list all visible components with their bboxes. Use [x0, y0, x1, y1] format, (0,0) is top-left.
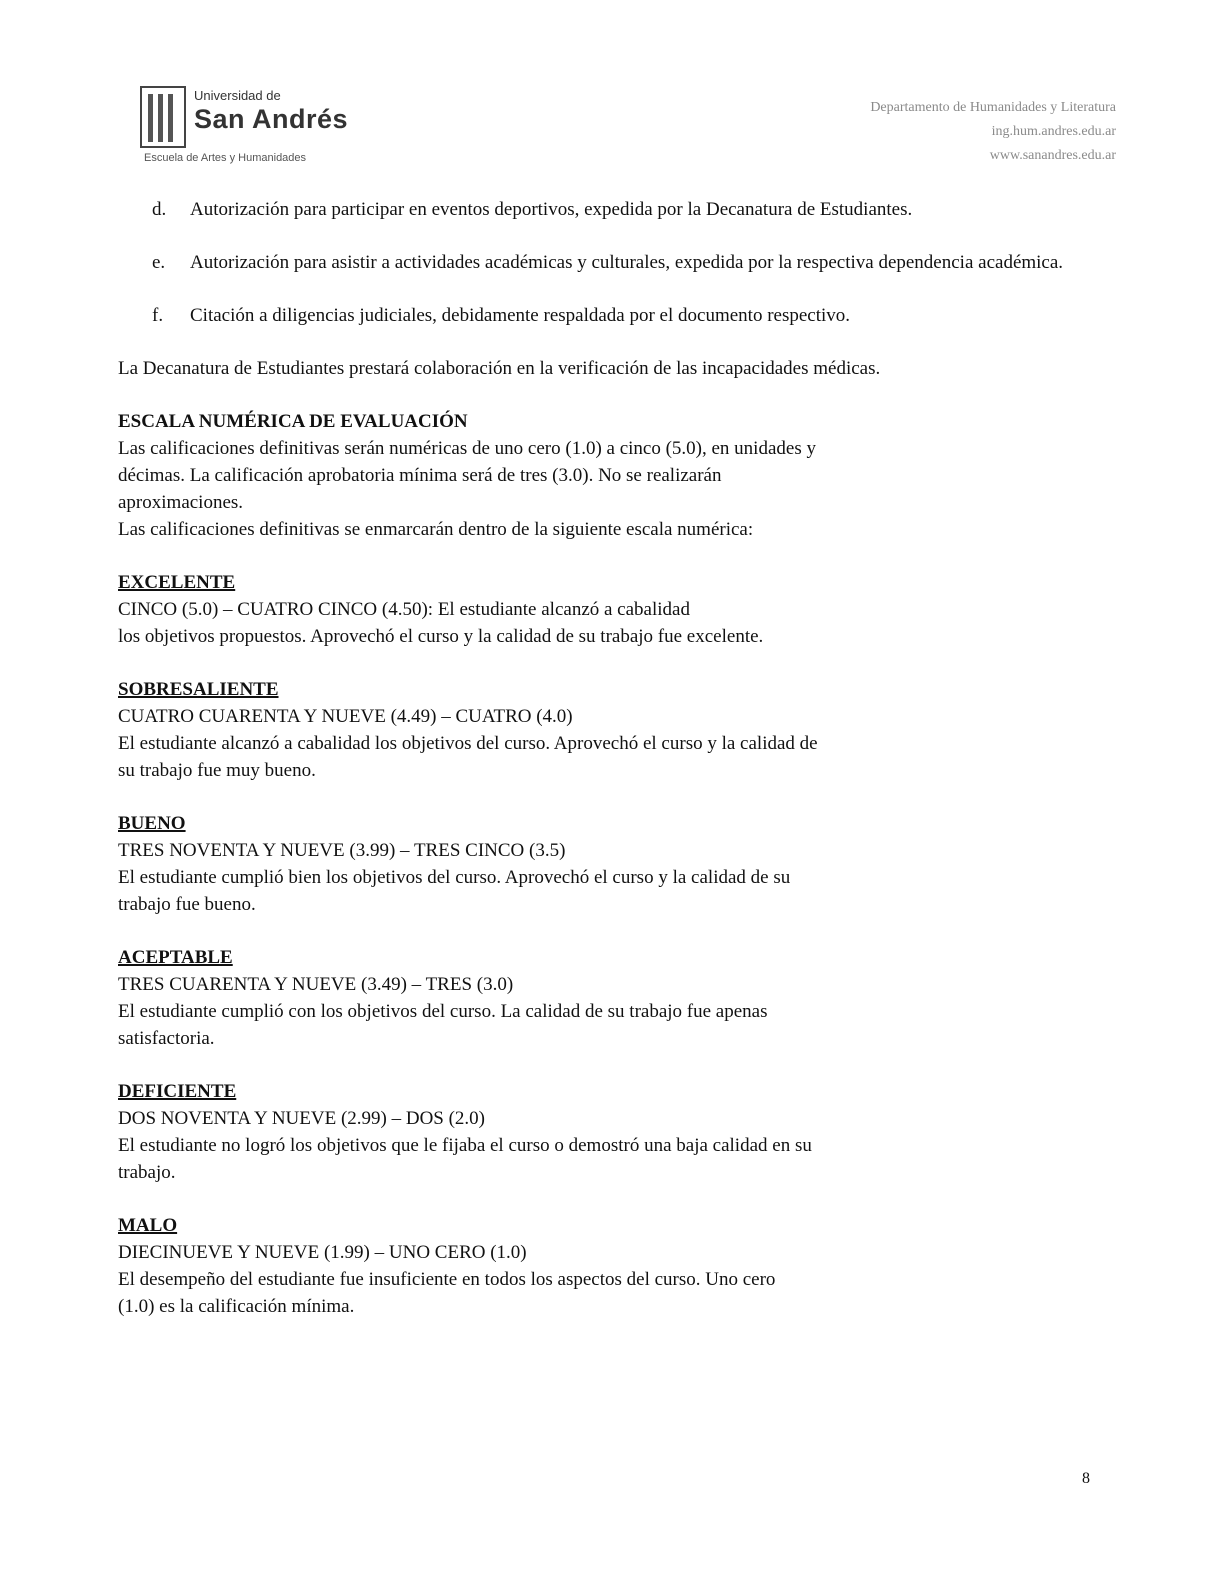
- logo-line-2: San Andrés: [194, 104, 349, 134]
- page-number: 8: [1082, 1470, 1090, 1487]
- logo-emblem: [140, 86, 186, 148]
- grade-description: El desempeño del estudiante fue insuficiente en todos los aspectos del curso. Uno cero: [118, 1269, 776, 1290]
- grade-description: trabajo.: [118, 1162, 176, 1183]
- grade-description: El estudiante no logró los objetivos que le fijaba el curso o demostró una baja calidad en su: [118, 1135, 812, 1156]
- scale-section-title: ESCALA NUMÉRICA DE EVALUACIÓN: [118, 411, 468, 432]
- list-marker: e.: [152, 252, 166, 273]
- closing-paragraph: La Decanatura de Estudiantes prestará colaboración en la verificación de las incapacidades médicas.: [118, 358, 881, 379]
- scale-section: [118, 408, 1090, 543]
- scale-line: décimas. La calificación aprobatoria mínima será de tres (3.0). No se realizarán: [118, 465, 722, 486]
- header-info: [870, 96, 1116, 168]
- grade-title: SOBRESALIENTE: [118, 679, 279, 700]
- grade-range: DIECINUEVE Y NUEVE (1.99) – UNO CERO (1.0): [118, 1242, 527, 1263]
- grade-title: MALO: [118, 1215, 178, 1236]
- scale-line: Las calificaciones definitivas serán numéricas de uno cero (1.0) a cinco (5.0), en unidades y: [118, 438, 816, 459]
- grade-description: su trabajo fue muy bueno.: [118, 760, 316, 781]
- list-item-text: Citación a diligencias judiciales, debidamente respaldada por el documento respectivo.: [190, 305, 851, 326]
- grade-range: CINCO (5.0) – CUATRO CINCO (4.50): El estudiante alcanzó a cabalidad: [118, 599, 690, 620]
- grade-description: trabajo fue bueno.: [118, 894, 256, 915]
- grade-block-bueno: [118, 810, 1090, 918]
- grade-description: El estudiante cumplió bien los objetivos del curso. Aprovechó el curso y la calidad de su: [118, 867, 791, 888]
- grade-title: EXCELENTE: [118, 572, 236, 593]
- grade-block-malo: [118, 1212, 1090, 1320]
- list-marker: f.: [152, 305, 164, 326]
- grade-title: BUENO: [118, 813, 186, 834]
- header-website: www.sanandres.edu.ar: [989, 148, 1116, 163]
- grade-title: ACEPTABLE: [118, 947, 233, 968]
- list-item: [118, 302, 1090, 329]
- grade-description: los objetivos propuestos. Aprovechó el curso y la calidad de su trabajo fue excelente.: [118, 626, 764, 647]
- grade-description: El estudiante alcanzó a cabalidad los objetivos del curso. Aprovechó el curso y la calidad de: [118, 733, 818, 754]
- grade-range: TRES CUARENTA Y NUEVE (3.49) – TRES (3.0): [118, 974, 514, 995]
- grade-range: DOS NOVENTA Y NUEVE (2.99) – DOS (2.0): [118, 1108, 486, 1129]
- university-logo: [140, 86, 350, 170]
- list-item: [118, 249, 1090, 276]
- grade-description: El estudiante cumplió con los objetivos del curso. La calidad de su trabajo fue apenas: [118, 1001, 768, 1022]
- document-body: [118, 196, 1090, 1346]
- list-item: [118, 196, 1090, 223]
- grade-description: satisfactoria.: [118, 1028, 215, 1049]
- grade-range: CUATRO CUARENTA Y NUEVE (4.49) – CUATRO (4.0): [118, 706, 573, 727]
- grade-block-aceptable: [118, 944, 1090, 1052]
- list-marker: d.: [152, 199, 167, 220]
- list-item-text: Autorización para participar en eventos deportivos, expedida por la Decanatura de Estudiantes.: [190, 199, 913, 220]
- scale-line: Las calificaciones definitivas se enmarcarán dentro de la siguiente escala numérica:: [118, 519, 754, 540]
- header-department: Departamento de Humanidades y Literatura: [870, 100, 1116, 115]
- logo-line-3: Escuela de Artes y Humanidades: [144, 152, 307, 164]
- scale-line: aproximaciones.: [118, 492, 244, 513]
- grade-title: DEFICIENTE: [118, 1081, 237, 1102]
- grade-block-excelente: [118, 569, 1090, 650]
- grade-description: (1.0) es la calificación mínima.: [118, 1296, 355, 1317]
- grade-block-deficiente: [118, 1078, 1090, 1186]
- list-item-text: Autorización para asistir a actividades académicas y culturales, expedida por la respectiva dependencia académica.: [190, 252, 1064, 273]
- logo-line-1: Universidad de: [194, 88, 281, 103]
- grade-range: TRES NOVENTA Y NUEVE (3.99) – TRES CINCO (3.5): [118, 840, 566, 861]
- grade-block-sobresaliente: [118, 676, 1090, 784]
- authorization-list: [118, 196, 1090, 329]
- header-email: ing.hum.andres.edu.ar: [991, 124, 1116, 139]
